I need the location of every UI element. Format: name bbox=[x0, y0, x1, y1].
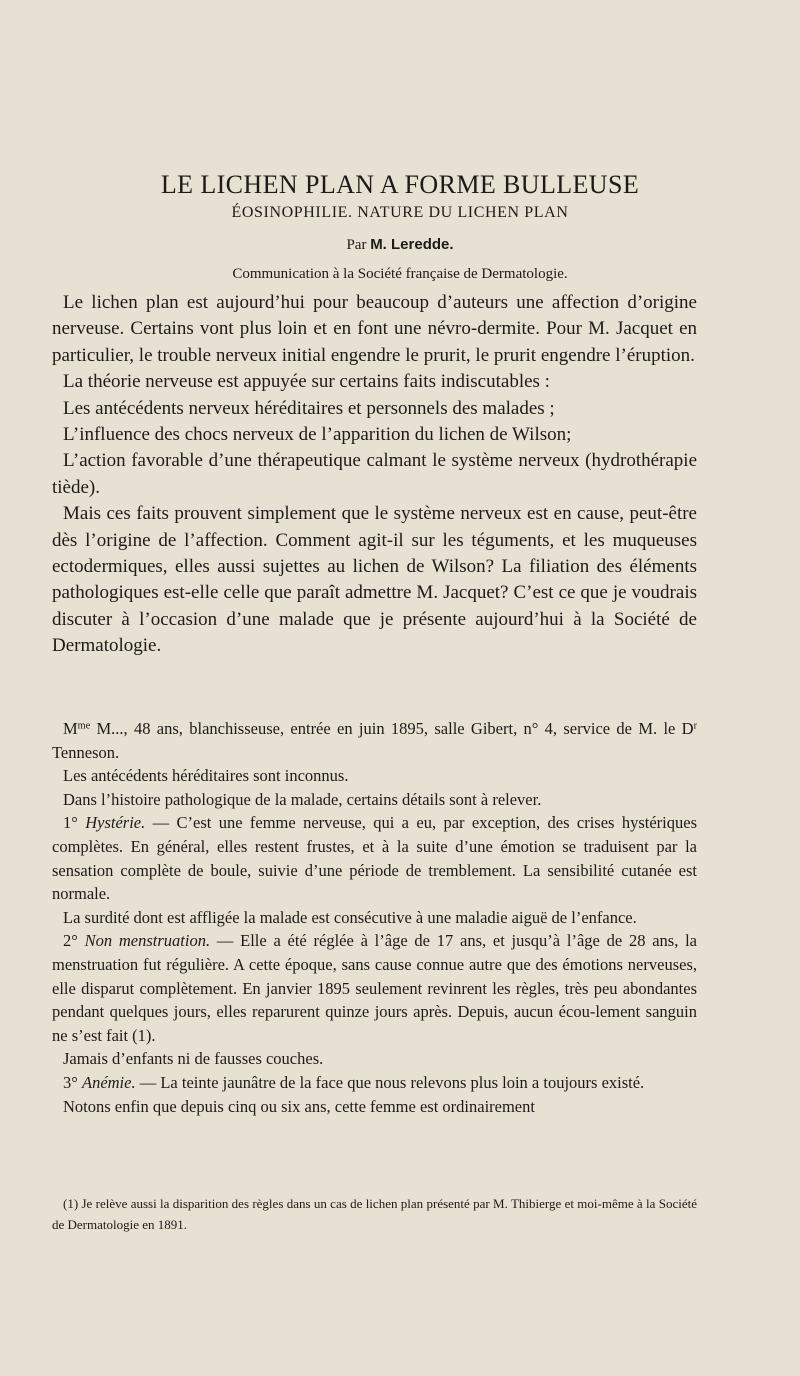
case-title-sup: me bbox=[77, 720, 91, 732]
intro-paragraph-5: L’action favorable d’une thérapeutique calmant le système nerveux (hydrothérapie tiède). bbox=[52, 450, 697, 498]
case-paragraph-6 bbox=[52, 929, 697, 1047]
intro-body bbox=[52, 290, 697, 660]
byline-prefix: Par bbox=[346, 237, 371, 253]
intro-paragraph-2: La théorie nerveuse est appuyée sur certains faits indiscutables : bbox=[63, 371, 550, 393]
item-text: — Elle a été réglée à l’âge de 17 ans, et jusqu’à l’âge de 28 ans, la menstruation fut régulière. A cette époque, sans cause connue autre que des émotions nerveuses, elle disparut complètement. En janvier 1895 seulement revinrent les règles, très peu abondantes pendant quelques jours, elles reparurent quinze jours après. Depuis, aucun écou-lement sanguin ne s’est fait (1). bbox=[52, 931, 697, 1045]
author-byline bbox=[0, 236, 800, 254]
intro-paragraph-1: Le lichen plan est aujourd’hui pour beaucoup d’auteurs une affection d’origine nerveuse. Certains vont plus loin et en font une névro-dermite. Pour M. Jacquet en particulier, le trouble nerveux initial engendre le prurit, le prurit engendre l’éruption. bbox=[52, 292, 697, 366]
case-title-end: Tenneson. bbox=[52, 742, 120, 762]
case-paragraph-5: La surdité dont est affligée la malade est consécutive à une maladie aiguë de l’enfance. bbox=[63, 907, 637, 927]
case-title-lead: M bbox=[63, 719, 78, 738]
intro-paragraph-6: Mais ces faits prouvent simplement que le système nerveux est en cause, peut-être dès l’origine de l’affection. Comment agit-il sur les téguments, et les muqueuses ectodermiques, elles aussi sujettes au lichen de Wilson? La filiation des éléments pathologiques est-elle celle que paraît admettre M. Jacquet? C’est ce que je voudrais discuter à l’occasion d’une malade que je présente aujourd’hui à la Société de Dermatologie. bbox=[52, 503, 697, 657]
case-title-rest: M..., 48 ans, blanchisseuse, entrée en juin 1895, salle Gibert, n° 4, service de M. le D bbox=[90, 719, 694, 738]
footnote bbox=[52, 1193, 697, 1235]
item-heading: Non menstruation. bbox=[84, 931, 211, 951]
item-number: 2° bbox=[63, 931, 85, 951]
item-number: 1° bbox=[63, 813, 86, 833]
case-paragraph-3: Dans l’histoire pathologique de la malade, certains détails sont à relever. bbox=[63, 789, 542, 809]
item-text: — La teinte jaunâtre de la face que nous relevons plus loin a toujours existé. bbox=[135, 1072, 645, 1092]
author-name: M. Leredde. bbox=[370, 236, 454, 253]
case-paragraph-7: Jamais d’enfants ni de fausses couches. bbox=[63, 1049, 324, 1069]
item-heading: Anémie. bbox=[81, 1072, 136, 1092]
intro-paragraph-4: L’influence des chocs nerveux de l’apparition du lichen de Wilson; bbox=[63, 424, 572, 446]
case-paragraph-9: Notons enfin que depuis cinq ou six ans, cette femme est ordinairement bbox=[63, 1096, 535, 1116]
footnote-text: (1) Je relève aussi la disparition des règles dans un cas de lichen plan présenté par M. Thibierge et moi-même à la Société de Dermatologie en 1891. bbox=[52, 1196, 697, 1232]
doctor-sup: r bbox=[693, 720, 697, 732]
article-subtitle: ÉOSINOPHILIE. NATURE DU LICHEN PLAN bbox=[231, 204, 569, 221]
intro-paragraph-3: Les antécédents nerveux héréditaires et personnels des malades ; bbox=[63, 397, 555, 419]
case-paragraph-2: Les antécédents héréditaires sont inconnus. bbox=[63, 766, 349, 786]
item-number: 3° bbox=[63, 1072, 82, 1092]
article-title: LE LICHEN PLAN A FORME BULLEUSE bbox=[160, 170, 640, 199]
item-text: — C’est une femme nerveuse, qui a eu, par exception, des crises hystériques complètes. En général, elles restent frustes, et à la suite d’une émotion se traduisent par la sensation complète de boule, suivie d’une période de tremblement. La sensibilité cutanée est normale. bbox=[52, 813, 697, 904]
communication-note: Communication à la Société française de Dermatologie. bbox=[232, 266, 568, 282]
case-report bbox=[52, 717, 697, 1118]
case-paragraph-8 bbox=[52, 1071, 697, 1095]
case-paragraph-4 bbox=[52, 811, 697, 905]
case-paragraph-1 bbox=[52, 717, 697, 764]
item-heading: Hystérie. bbox=[85, 813, 146, 833]
